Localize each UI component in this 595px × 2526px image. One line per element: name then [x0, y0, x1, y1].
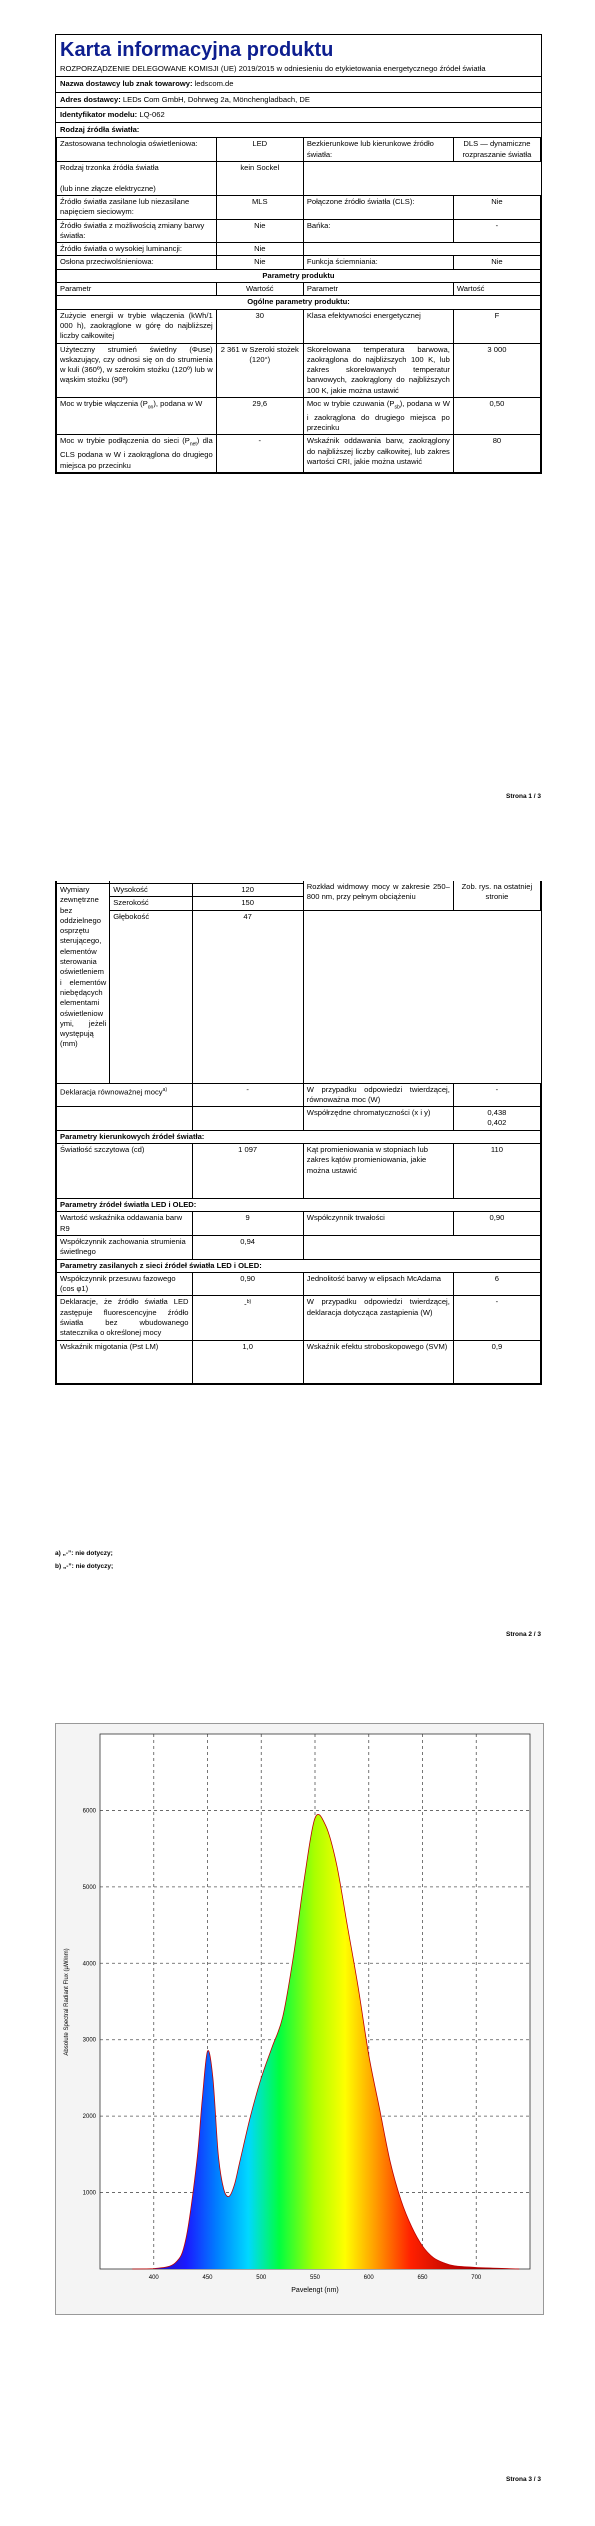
page-2 [0, 843, 595, 1683]
y-tick-label: 5000 [82, 1884, 96, 1891]
table-row: Szerokość 150 [57, 897, 541, 910]
footnote-b: b) „-”: nie dotyczy; [55, 1563, 114, 1570]
page-1 [0, 0, 595, 840]
page-number: Strona 2 / 3 [506, 1631, 542, 1638]
footnote-a: a) „-”: nie dotyczy; [55, 1550, 113, 1557]
mains-header: Parametry zasilanych z sieci źródeł światła LED i OLED: [57, 1259, 541, 1272]
table-row: Wartość wskaźnika oddawania barw R9 9 Współczynnik trwałości 0,90 [57, 1212, 541, 1236]
table-header-row: Parametr Wartość Parametr Wartość [57, 283, 541, 296]
x-tick-label: 550 [309, 2275, 321, 2281]
table-row: Wymiary zewnętrzne bez oddzielnego osprzętu sterującego, elementów sterowania oświetleniem i elementów niebędących elementami oświetleniowymi, jeżeli występują (mm) Wysokość 120 [57, 884, 541, 897]
table-row: Rodzaj trzonka źródła światła (lub inne złącze elektryczne) kein Sockel [57, 162, 541, 196]
page-3 [0, 1686, 595, 2526]
y-tick-label: 1000 [82, 2190, 96, 2197]
page-title: Karta informacyjna produktu [60, 39, 334, 61]
regulation-text: ROZPORZĄDZENIE DELEGOWANE KOMISJI (UE) 2019/2015 w odniesieniu do etykietowania energetycznego źródeł światła [56, 64, 541, 77]
y-axis-label: Absolute Spectral Radiant Flux (µW/nm) [64, 1948, 70, 2056]
page-number: Strona 1 / 3 [506, 793, 542, 800]
supplier-name-label: Nazwa dostawcy lub znak towarowy: [60, 79, 193, 89]
directional-header: Parametry kierunkowych źródeł światła: [57, 1130, 541, 1143]
table-row: Moc w trybie włączenia $(P_{on})$, podana w W 29,6 Moc w trybie czuwania $(P_{sb})$, podana w W i zaokrąglona do drugiego miejsca po przecinku 0,50 [57, 398, 541, 435]
table-row: Współczynnik zachowania strumienia świetlnego 0,94 [57, 1235, 541, 1259]
y-tick-label: 3000 [82, 2037, 96, 2044]
y-tick-label: 2000 [82, 2114, 96, 2121]
product-info-sheet [55, 34, 542, 474]
dimensions-label: Wymiary zewnętrzne bez oddzielnego osprzętu sterującego, elementów sterowania oświetleniem i elementów niebędących elementami oświetleniowymi, jeżeli występują (mm) [57, 884, 110, 1084]
table-row: Wskaźnik migotania (Pst LM) 1,0 Wskaźnik efektu stroboskopowego (SVM) 0,9 [57, 1340, 541, 1383]
supplier-address: LEDs Com GmbH, Dohrweg 2a, Mönchengladbach, DE [122, 94, 310, 104]
table-row: Zużycie energii w trybie włączenia (kWh/1 000 h), zaokrąglone w górę do najbliższej liczby całkowitej 30 Klasa efektywności energetycznej F [57, 309, 541, 343]
model-row [56, 108, 541, 123]
light-source-type-table [56, 137, 541, 472]
table-row: Deklaracja równoważnej mocy$^{a)}$ - W przypadku odpowiedzi twierdzącej, równoważna moc (W) - [57, 1083, 541, 1107]
table-row: Moc w trybie podłączenia do sieci $(P_{net})$ dla CLS podana w W i zaokrąglona do drugiego miejsca po przecinku - Wskaźnik oddawania barw, zaokrąglony do najbliższej liczby całkowitej, lub zakres wartości CRI, jakie można ustawić 80 [57, 435, 541, 472]
spectral-chart [55, 1723, 544, 2315]
supplier-name: ledscom.de [194, 79, 234, 89]
table-row: Światłość szczytowa (cd) 1 097 Kąt promieniowania w stopniach lub zakres kątów promieniowania, jakie można ustawić 110 [57, 1144, 541, 1199]
table-row: Współrzędne chromatyczności (x i y) 0,438 0,402 [57, 1107, 541, 1131]
model-id: LQ-062 [139, 109, 165, 119]
table-row [57, 296, 541, 309]
table-row [57, 1199, 541, 1212]
product-info-sheet-continued [55, 881, 542, 1385]
x-tick-label: 450 [202, 2275, 213, 2281]
table-row: Osłona przeciwolśnieniowa: Nie Funkcja ściemniania: Nie [57, 256, 541, 269]
table-row: Źródło światła o wysokiej luminancji: Nie [57, 243, 541, 256]
table-row: Źródło światła z możliwością zmiany barwy światła: Nie Bańka: - [57, 219, 541, 243]
x-axis-label: Pavelengt (nm) [291, 2287, 339, 2294]
params-header: Parametry produktu [57, 269, 541, 282]
y-tick-label: 4000 [82, 1961, 96, 1968]
spectral-chart-svg [56, 1724, 541, 2312]
x-tick-label: 500 [256, 2275, 267, 2281]
table-row: Użyteczny strumień świetlny (Φuse) wskazujący, czy odnosi się on do strumienia w kuli (360º), w szerokim stożku (120º) lub w wąskim stożku (90º) 2 361 w Szeroki stożek (120°) Skorelowana temperatura barwowa, zaokrąglona do najbliższych 100 K, lub zakres skorelowanych temperatur barwowych, zaokrąglony do najbliższych 100 K, jakie można ustawić 3 000 [57, 343, 541, 397]
page-number: Strona 3 / 3 [506, 2476, 542, 2483]
table-row [57, 1259, 541, 1272]
supplier-name-row [56, 77, 541, 92]
table-row: Źródło światła zasilane lub niezasilane napięciem sieciowym: MLS Połączone źródło światła (CLS): Nie [57, 195, 541, 219]
spectral-value: Zob. rys. na ostatniej stronie [453, 881, 540, 910]
table-row: Deklaracje, że źródło światła LED zastępuje fluorescencyjne źródło światła bez wbudowanego statecznika o określonej mocy -$^{b)}$ W przypadku odpowiedzi twierdzącej, deklaracja dotycząca zastąpienia (W) - [57, 1296, 541, 1340]
x-tick-label: 650 [417, 2275, 428, 2281]
table-row [57, 1130, 541, 1143]
spectral-label: Rozkład widmowy mocy w zakresie 250–800 nm, przy pełnym obciążeniu [303, 881, 453, 910]
led-header: Parametry źródeł światła LED i OLED: [57, 1199, 541, 1212]
table-row: Współczynnik przesuwu fazowego (cos φ1) 0,90 Jednolitość barwy w elipsach McAdama 6 [57, 1272, 541, 1296]
x-tick-label: 700 [471, 2275, 482, 2281]
x-tick-label: 600 [363, 2275, 374, 2281]
table-row: Zastosowana technologia oświetleniowa: LED Bezkierunkowe lub kierunkowe źródło światła: DLS — dynamiczne rozpraszanie światła [57, 138, 541, 162]
x-tick-label: 400 [148, 2275, 159, 2281]
light-source-type-header: Rodzaj źródła światła: [60, 125, 140, 135]
supplier-address-row [56, 93, 541, 108]
y-tick-label: 6000 [82, 1808, 96, 1815]
supplier-address-label: Adres dostawcy: [60, 94, 121, 104]
general-params-header: Ogólne parametry produktu: [57, 296, 541, 309]
model-label: Identyfikator modelu: [60, 109, 138, 119]
table-row [57, 269, 541, 282]
dimensions-table: Rozkład widmowy mocy w zakresie 250–800 nm, przy pełnym obciążeniu Zob. rys. na ostatniej stronie Wymiary zewnętrzne bez oddzielnego osprzętu sterującego, elementów sterowania oświetleniem i elementów niebędących elementami oświetleniowymi, jeżeli występują (mm) Wysokość 120 Szerokość 150 Głębokość 47 Deklaracja równoważnej mocy$^{a)}$ - W przypadku odpowiedzi twierdzącej, równoważna moc (W) - Współrzędne chromatyczności (x i y) 0,438 0,402 Parametry kierunkowych źródeł światła: Światłość szczytowa (cd) 1 097 Kąt promieniowania w stopniach lub zakres kątów promieniowania, jakie można ustawić 110 Parametry źródeł światła LED i OLED: Wartość wskaźnika oddawania barw R9 9 Współczynnik trwałości 0,90 Współczynnik zachowania strumienia świetlnego 0,94 Parametry zasilanych z sieci źródeł światła LED i OLED: Współczynnik przesuwu fazowego (cos φ1) 0,90 Jednolitość barwy w elipsach McAdama 6 Deklaracje, że źródło światła LED zastępuje fluorescencyjne źródło światła bez wbudowanego statecznika o określonej mocy -$^{b)}$ W przypadku odpowiedzi twierdzącej, deklaracja dotycząca zastąpienia (W) - Wskaźnik migotania (Pst LM) 1,0 Wskaźnik efektu stroboskopowego (SVM) 0,9 [56, 881, 541, 1384]
